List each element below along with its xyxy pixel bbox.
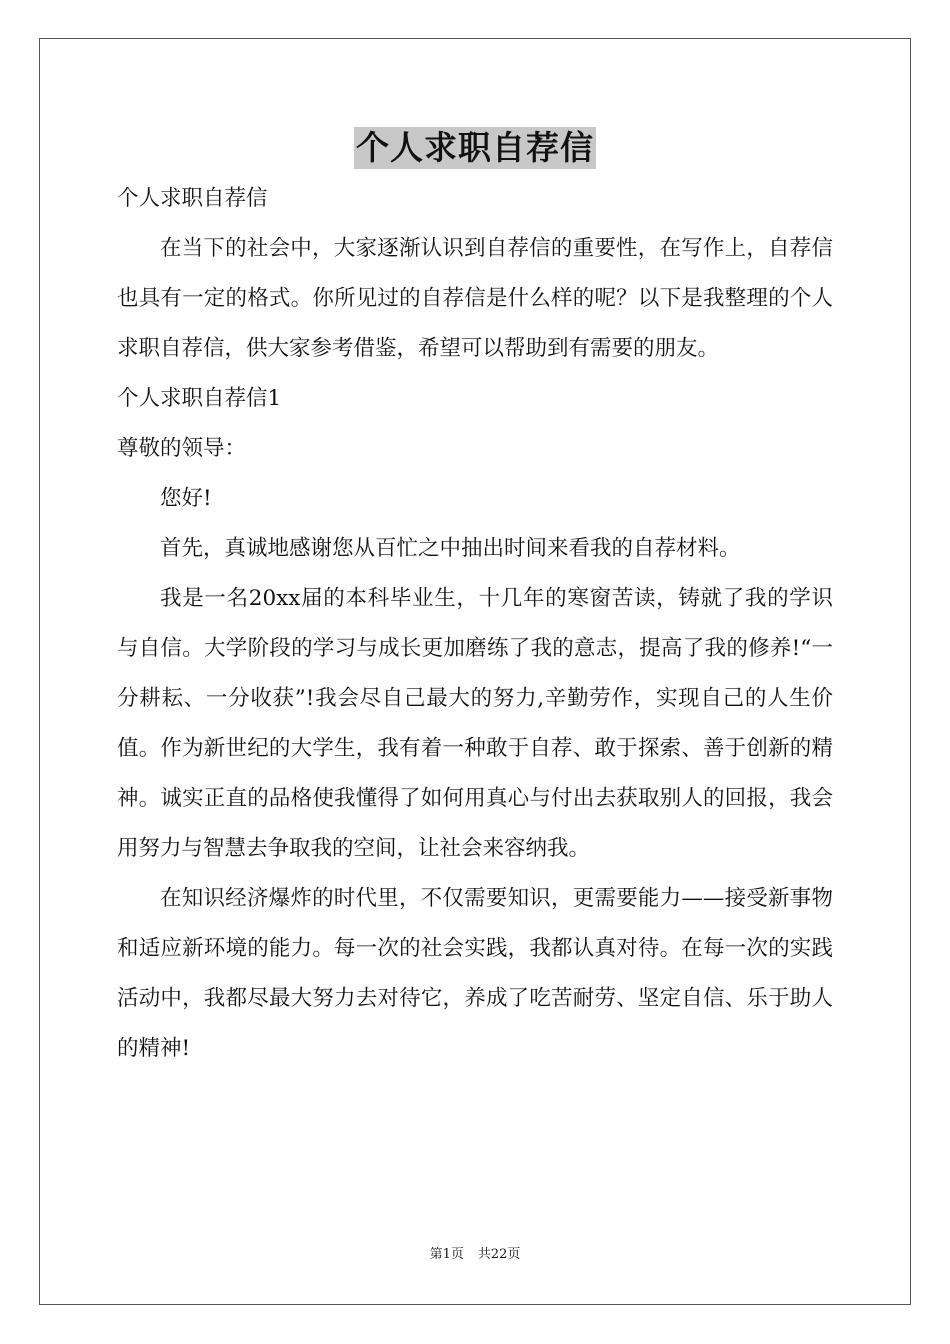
page-footer [0, 1245, 950, 1265]
paragraph-intro: 在当下的社会中，大家逐渐认识到自荐信的重要性，在写作上，自荐信也具有一定的格式。你所见过的自荐信是什么样的呢？以下是我整理的个人求职自荐信，供大家参考借鉴，希望可以帮助到有需要的朋友。 [117, 236, 833, 361]
document-body [117, 174, 833, 1074]
document-title-text: 个人求职自荐信 [356, 128, 594, 167]
page-number: 第1页 [429, 1247, 464, 1262]
paragraph-thanks: 首先，真诚地感谢您从百忙之中抽出时间来看我的自荐材料。 [160, 536, 741, 561]
paragraph-salutation: 尊敬的领导： [117, 436, 247, 461]
paragraph-ability: 在知识经济爆炸的时代里，不仅需要知识，更需要能力——接受新事物和适应新环境的能力。每一次的社会实践，我都认真对待。在每一次的实践活动中，我都尽最大努力去对待它，养成了吃苦耐劳、坚定自信、乐于助人的精神! [117, 886, 833, 1061]
paragraph-subtitle: 个人求职自荐信 [117, 186, 268, 211]
paragraph-self-intro: 我是一名20xx届的本科毕业生，十几年的寒窗苦读，铸就了我的学识与自信。大学阶段的学习与成长更加磨练了我的意志，提高了我的修养!“一分耕耘、一分收获”!我会尽自己最大的努力,辛勤劳作，实现自己的人生价值。作为新世纪的大学生，我有着一种敢于自荐、敢于探索、善于创新的精神。诚实正直的品格使我懂得了如何用真心与付出去获取别人的回报，我会用努力与智慧去争取我的空间，让社会来容纳我。 [117, 586, 833, 861]
page-total: 共22页 [477, 1247, 521, 1262]
document-title [0, 127, 950, 169]
paragraph-greeting: 您好! [160, 486, 212, 511]
paragraph-letter-heading: 个人求职自荐信1 [117, 386, 282, 411]
